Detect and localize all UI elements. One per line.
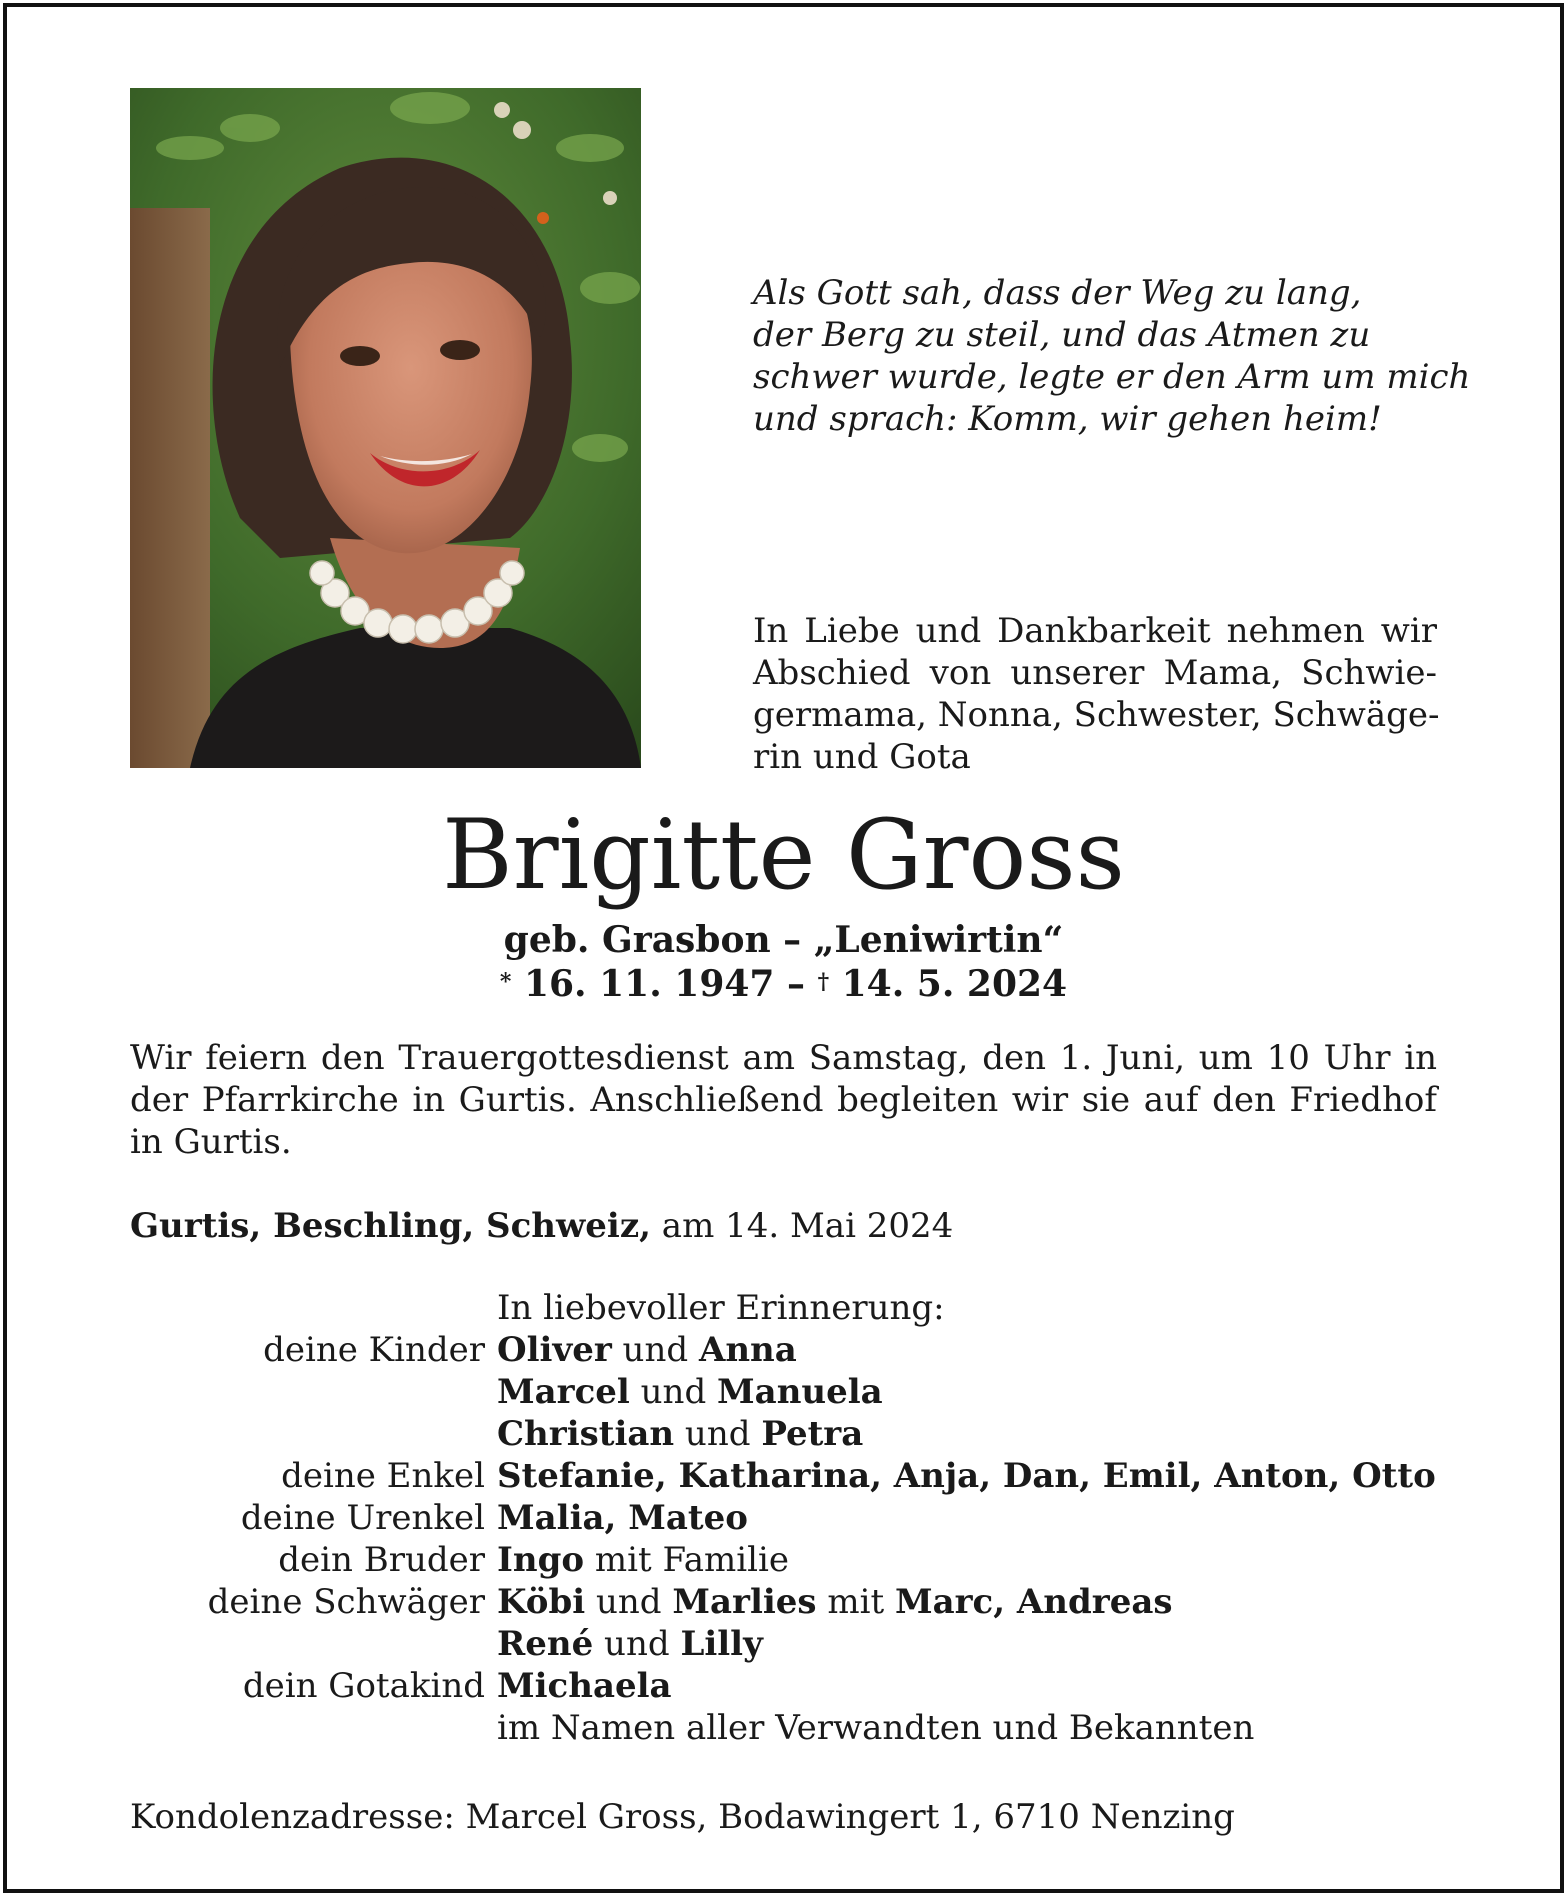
- intro-line: rin und Gota: [753, 737, 971, 777]
- birth-symbol: *: [499, 969, 512, 995]
- family-row: [130, 1707, 1437, 1749]
- relation-label: deine Schwäger: [207, 1582, 485, 1622]
- farewell-intro: [753, 610, 1440, 778]
- announcement-date: am 14. Mai 2024: [661, 1206, 954, 1246]
- poem: [753, 272, 1473, 440]
- relatives-names: [497, 1539, 1437, 1581]
- service-line: in Gurtis.: [130, 1122, 292, 1162]
- intro-line: germama, Nonna, Schwester, Schwäge-: [753, 695, 1440, 735]
- service-line: der Pfarrkirche in Gurtis. Anschließend begleiten wir sie auf den Friedhof: [130, 1080, 1437, 1120]
- relatives-names: [497, 1413, 1437, 1455]
- relation-label: [130, 1707, 497, 1749]
- family-row: [130, 1497, 1437, 1539]
- relation-label: deine Kinder: [263, 1330, 485, 1370]
- relation-label: [130, 1413, 497, 1455]
- connector-text: und: [611, 1330, 699, 1370]
- relative-name: Köbi: [497, 1582, 586, 1622]
- connector-text: und: [585, 1582, 673, 1622]
- intro-line: Abschied von unserer Mama, Schwie-: [753, 653, 1437, 693]
- relation-label: [130, 1371, 497, 1413]
- connector-text: und: [593, 1624, 681, 1664]
- portrait-photo: [130, 88, 641, 768]
- service-line: Wir feiern den Trauergottesdienst am Samstag, den 1. Juni, um 10 Uhr in: [130, 1038, 1437, 1078]
- relative-name: Petra: [761, 1414, 864, 1454]
- deceased-name: Brigitte Gross: [442, 799, 1125, 911]
- relation-label: dein Bruder: [278, 1540, 485, 1580]
- relative-name: Christian: [497, 1414, 675, 1454]
- relative-name: Stefanie, Katharina, Anja, Dan, Emil, Anton, Otto: [497, 1456, 1436, 1496]
- relation-label: deine Urenkel: [240, 1498, 485, 1538]
- birth-name: geb. Grasbon – „Leniwirtin“: [503, 919, 1064, 961]
- condolence-address: Kondolenzadresse: Marcel Gross, Bodawingert 1, 6710 Nenzing: [130, 1797, 1235, 1837]
- family-row: [130, 1665, 1437, 1707]
- death-symbol: †: [817, 969, 830, 995]
- relative-name: René: [497, 1624, 594, 1664]
- funeral-service-text: [130, 1037, 1437, 1163]
- poem-line: schwer wurde, legte er den Arm um mich: [753, 357, 1471, 397]
- relatives-names: [497, 1371, 1437, 1413]
- birth-date: 16. 11. 1947: [523, 963, 775, 1005]
- life-dates: [0, 962, 1567, 1006]
- relatives-names: [497, 1581, 1437, 1623]
- relative-name: Ingo: [497, 1540, 585, 1580]
- relatives-names: [497, 1623, 1437, 1665]
- relative-name: Malia, Mateo: [497, 1498, 748, 1538]
- relative-name: Lilly: [680, 1624, 763, 1664]
- family-row: [130, 1329, 1437, 1371]
- family-row: [130, 1455, 1437, 1497]
- family-row: [130, 1539, 1437, 1581]
- family-heading: In liebevoller Erinnerung:: [497, 1288, 945, 1328]
- connector-text: mit: [816, 1582, 895, 1622]
- poem-line: und sprach: Komm, wir gehen heim!: [753, 399, 1382, 439]
- relatives-names: [497, 1707, 1437, 1749]
- relatives-names: [497, 1329, 1437, 1371]
- family-row: [130, 1413, 1437, 1455]
- poem-line: Als Gott sah, dass der Weg zu lang,: [753, 273, 1362, 313]
- connector-text: mit Familie: [584, 1540, 790, 1580]
- family-row: [130, 1371, 1437, 1413]
- relative-name: Marc, Andreas: [894, 1582, 1173, 1622]
- death-date: 14. 5. 2024: [841, 963, 1068, 1005]
- family-row: [130, 1623, 1437, 1665]
- connector-text: und: [629, 1372, 718, 1412]
- locations: Gurtis, Beschling, Schweiz,: [130, 1206, 651, 1246]
- deceased-details: [0, 918, 1567, 1006]
- connector-text: und: [674, 1414, 762, 1454]
- family-list: [130, 1287, 1437, 1749]
- intro-line: In Liebe und Dankbarkeit nehmen wir: [753, 611, 1437, 651]
- relatives-names: [497, 1455, 1437, 1497]
- date-dash: –: [787, 963, 806, 1005]
- relative-name: Marcel: [497, 1372, 630, 1412]
- relative-name: Anna: [698, 1330, 797, 1370]
- relation-label: [130, 1623, 497, 1665]
- relatives-names: [497, 1665, 1437, 1707]
- family-heading-row: [130, 1287, 1437, 1329]
- place-date-line: [130, 1205, 1437, 1247]
- relative-name: Oliver: [497, 1330, 612, 1370]
- relative-name: Manuela: [717, 1372, 883, 1412]
- poem-line: der Berg zu steil, und das Atmen zu: [753, 315, 1371, 355]
- connector-text: im Namen aller Verwandten und Bekannten: [497, 1708, 1255, 1748]
- relative-name: Michaela: [497, 1666, 672, 1706]
- relation-label: dein Gotakind: [242, 1666, 485, 1706]
- relation-label: deine Enkel: [281, 1456, 485, 1496]
- relative-name: Marlies: [672, 1582, 817, 1622]
- portrait-image: [130, 88, 641, 768]
- relatives-names: [497, 1497, 1437, 1539]
- family-row: [130, 1581, 1437, 1623]
